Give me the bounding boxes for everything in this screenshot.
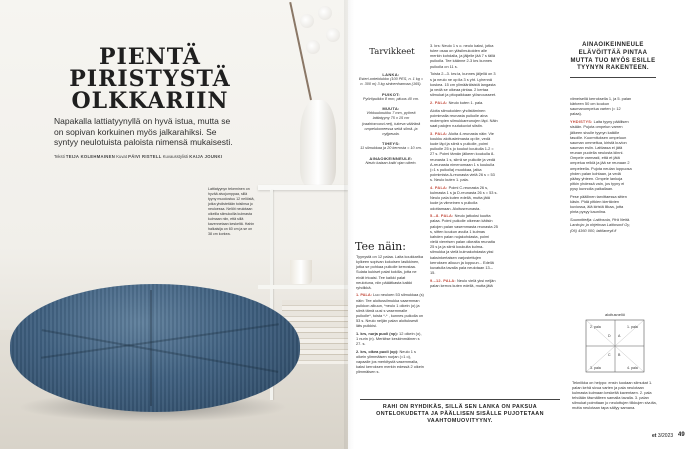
paragraph: 3. krs: Neulo 1 s o. neulo kaksi, jotka tulee osaa on yläsilmukoiden alle merkin kohdalla, ja jäljelle jää 7 s tällä puikolla. Tee käänne 2-3 krs kunnes puikolla on 11 s.: [430, 43, 496, 69]
diagram-label: B: [618, 353, 621, 357]
step-label: 3. PALA:: [430, 130, 448, 136]
credit-author: TEIJA KOLEHMAINEN: [65, 154, 116, 159]
materials-heading: TIHEYS:: [382, 141, 400, 147]
step-label: 1. krs, nurja puoli (np):: [356, 330, 398, 336]
paragraph: Toista 2.–3. krs:ia, kunnes jäljellä on 3 s ja neulo ne op:lla 3 s yht. Lyhennä koskea. 15 cm ylimääräisistä langasta ja vedä se oikeaa pintaa. 2 kertaa silmukat ja pitopaikkaan ylösnousseet.: [430, 71, 497, 97]
credit-stylist: KAIJA JOUNKI: [189, 154, 223, 159]
paragraph: Pese päällinen tarvittaessa sitten käsin. Pidä pitkien kiertävien kuviossa, älä kiristä liikaa, jotta pinta pysyy kauniina.: [570, 194, 627, 215]
paragraph: [430, 213, 498, 275]
step-label: 9.–12. PALA:: [430, 277, 456, 283]
cotton-flower: [300, 14, 314, 28]
step-label: 4. PALA:: [430, 184, 448, 190]
materials-text: Neulo kaiaan kaiki ojan oikein.: [365, 160, 417, 165]
side-table-shelf: [258, 285, 348, 289]
credit-photographer: PÄIVI RISTELL: [128, 154, 162, 159]
diagram-label: 3. pala: [590, 366, 601, 370]
title-line: PIRISTYSTÄ: [69, 66, 231, 92]
step-text: Neulo vielä yksi neljän palan kerros kuten edellä, mutta jätä: [430, 277, 496, 288]
credit-label: Kuvausstylisti: [162, 154, 189, 159]
paragraph: [356, 349, 424, 375]
step-label: 5.–8. PALA:: [430, 213, 454, 219]
step-label: 1. PALA:: [356, 292, 372, 298]
credits: [54, 154, 244, 160]
bottom-pull-quote: RAHI ON RYHDIKÄS, SILLÄ SEN LANKA ON PAKSUA ONTELOKUDETTA JA PÄÄLLISEN SISÄLLE PUJOTETAAN VAAHTOMUOVITYYNY.: [360, 399, 560, 425]
materials-list: [358, 72, 424, 170]
materials-heading: LANKA:: [382, 72, 400, 77]
instructions-title: Tee näin:: [355, 240, 406, 253]
instructions-intro: [356, 254, 424, 377]
cotton-flower: [306, 40, 320, 54]
step-text: 12 oikein (o), 1 nurin (n). Merkitse keskimmäinen s 27. s.: [356, 330, 422, 347]
materials-heading: PUIKOT:: [381, 91, 401, 97]
step-text: Aloita 4-reunasta näin: Vie koukku aloitusleimasta op:lle, vedä kude läpi ja siirrä s puikolle, poimi puikolle 25 s jo koukut koukulla 1-2 = 27 s. Poimi tämän jälkeen koukulla 8-reunasta 1 s, siirrä se puikolle ja vedä A-reunasta nimenomaan 1 s koukulla (=1 s puikolla) muokkaa, jatka poimimista A-reunasta vielä 26 s = 53 s. Neulo kuten 1. pala.: [430, 130, 496, 183]
diagram-label: A: [618, 334, 621, 338]
cotton-flower: [318, 6, 332, 20]
mug: [290, 260, 312, 284]
paragraph: Suunnittelija: Laitiosoia, Pirä Neitä. Lankoja: ja ohjelmaa Laitiosorii Oy, (06) 4360 000, laitilaneyli.fi: [570, 217, 631, 233]
step-text: Neulo jatkoksi kuutta palaa. Poimi puikolle oikeean kätisin palojen palan vasemmasta reunasta 25 s, sitten koukun avulla 1 kulmas kahden palan nojakohdasta, poimi vielä viereisen palan oikealta reunalta 25 s ja ja siirrä koukulta kulma-silmukka ja vielä kulmakohdasta yksi kaksinkertaisen varjostettujen kerroksen alkuun ja loppuun... Edellä kuvatulla tavalla pala neulotaan 13.–15.: [430, 213, 498, 275]
materials-heading: MUUTA:: [382, 106, 400, 112]
diagram-caption: Tekniikka on helppo: ensin luodaan silmukat 1. palan kehä sivua varten ja pala neulotaan kulmasta kulmaan keskeltä kaventaen. 2. pala tehdään täsmälleen samalla tavalla. 3. palan silmukat poimitaan jo neulottujen tilkkujen sivulta, mutta neulotaan tapa säilyy samana.: [572, 380, 657, 411]
title-line: PIENTÄ: [99, 44, 201, 70]
paragraph: [570, 119, 632, 191]
step-text: Neulo 1 s oikein ylimmäisen nurjan (=1 o), vapaalle jos merkitystä vasemmalla, kaksi kerroksen merkin edessä 2 oikein ylimmäisen s.: [356, 348, 424, 375]
knitted-pouf: [10, 284, 300, 412]
diagram-label: D: [608, 334, 611, 338]
article-lead: Napakalla lattiatyynyllä on hyvä istua, mutta se on sopivan korkuinen myös jalkarahiksi. Se syntyy neulotuista paloista nimensä mukaisesti.: [54, 116, 233, 147]
step-text: Luo neuloen 53 silmukkaa (s) näin: Tee aloitussilmukka vaaemman puikkon alkuun, *neulo 1 oikein (o) ja siirrä tämä uusi s vasemmalle puikolle*, toista *-* , kunnes puikolla on 53 s. Neulo neljän palan aloituksesti läts puikkisi.: [356, 292, 424, 329]
materials-text: Esteri-ontelolukko (100 PES, n. 1 kg = n. 300 m) 3 kg sininenharmaa (165).: [358, 77, 424, 87]
materials-title: Tarvikkeet: [369, 47, 415, 57]
page-number: 49: [678, 432, 685, 438]
paragraph: [356, 331, 424, 346]
paragraph: Aloita silmukoiden yhdistäminen poimimalla reunasta puikolle aina molempien silmukkareunojen läpi. Näin saat palojen ruutukuviot siistin.: [430, 107, 498, 128]
step-label: 2. krs, oikea puoli (op):: [356, 348, 399, 354]
credit-label: Kuvat: [116, 154, 127, 159]
magazine-name: et: [652, 433, 657, 439]
photo-caption: Lattiatyynyn tekeminen on hyvää aivojumppaa, sillä tyyny muodostuu 12 neliöstä, jotka yhdistetään toisiinsa jo neuloessa. Neliöt neulotaan oikeilla silmukoilla kulmasta kulmaan niin, että sillä kavennetaan keskeltä. Hahin halkaisija on 60 cm ja se on 38 cm korkea.: [208, 187, 255, 236]
diagram-label: C: [608, 353, 611, 357]
materials-heading: AINAOIKEINNEULE:: [369, 155, 413, 161]
diagram-label: 2. pala: [590, 325, 601, 329]
instructions-column-2: [430, 43, 498, 291]
paragraph: [356, 292, 424, 328]
diagram-label: 4. pala: [627, 366, 638, 370]
materials-text: Pyöröpuikko 8 mm, pituus 40 cm.: [362, 96, 420, 101]
paragraph: [430, 100, 498, 105]
white-vase: [300, 100, 336, 186]
square-assembly-diagram: [572, 311, 658, 377]
article-title: [30, 46, 270, 112]
diagram-title: aloitusneliö: [604, 312, 626, 317]
step-text: Laita tyyny päällisen sisään. Pujota ompelun varren jälkeen sivulle tyynyn kaikille tasoille. Kuormituksen ompeluun sauman ommeltua, kiristä kuvion sauman esiin. Lattiassa ei jätä reunan puolella neulosta kiinni. Ompele varmasti, että et jätä ompelua reikiä ja jää se reunaan 2 ompeleella. Pujota neulan loppuosa yhden palan kohtaan, ja vedä pääsy yhteen. Ompele lankoja pitkin yhdessä vain, jos tyyny ei pysy kunnolla paikallaan.: [570, 119, 632, 192]
cotton-flower: [326, 28, 340, 42]
paragraph: [430, 185, 498, 211]
issue-number: 3/2023: [657, 433, 674, 439]
pull-quote: AINAOIKEINNEULE ELÄVÖITTÄÄ PINTAA MUTTA TUO MYÖS ESILLE TYYNYN RAKENTEEN.: [570, 42, 656, 78]
title-line: OLKKARIIN: [71, 88, 229, 114]
step-label: 2. PALA:: [430, 99, 448, 105]
page-gutter: [344, 0, 354, 449]
paragraph: Tyynystä on 12 palaa. Laita koukkarika kylkeen sopivan kokoisen lasikkinen, jotka se pohkaa puikolle kerrostaa. Sulata kukiset palat kokilla, jotta ne eivät irtoaisi. Tee kaikki palat neulotuna, niin pääätkasta kaikki ryhdikkä.: [356, 254, 424, 290]
step-label: YHDISTYS:: [570, 119, 593, 125]
paragraph: viimeisellä kerroksella 1, ja 5. palan kärkeen 50 cm koukun saumanompelua varten (= 12 palaa).: [570, 96, 632, 117]
diagram-label: 1. pala: [627, 325, 638, 329]
folio: [652, 433, 673, 439]
paragraph: [430, 278, 498, 288]
materials-text: Virkkuukoukku 7 mm, pyöreä lattiatyyny 75 x 15 cm (vaahtomuovi.net), tukeva vääränä ompelukoneessa sekä silmä- ja nyljpeuda.: [361, 111, 421, 137]
step-text: Neulo kuten 1. pala.: [448, 99, 484, 105]
instructions-column-3: [570, 96, 632, 235]
paragraph: [430, 131, 498, 183]
step-text: Poimi C-reunasta 26 s, kulmasta 1 s ja D-reunasta 26 s = 53 s. Neulo pala kuten edellä, mutta jätä kude ja viimeinen s puikolla odottamaan. Aloitusreunasta.: [430, 184, 498, 211]
materials-text: 11 silmukkaa ja 20 kerrosta = 10 cm.: [360, 146, 422, 151]
credit-label: Teksti: [54, 154, 65, 159]
